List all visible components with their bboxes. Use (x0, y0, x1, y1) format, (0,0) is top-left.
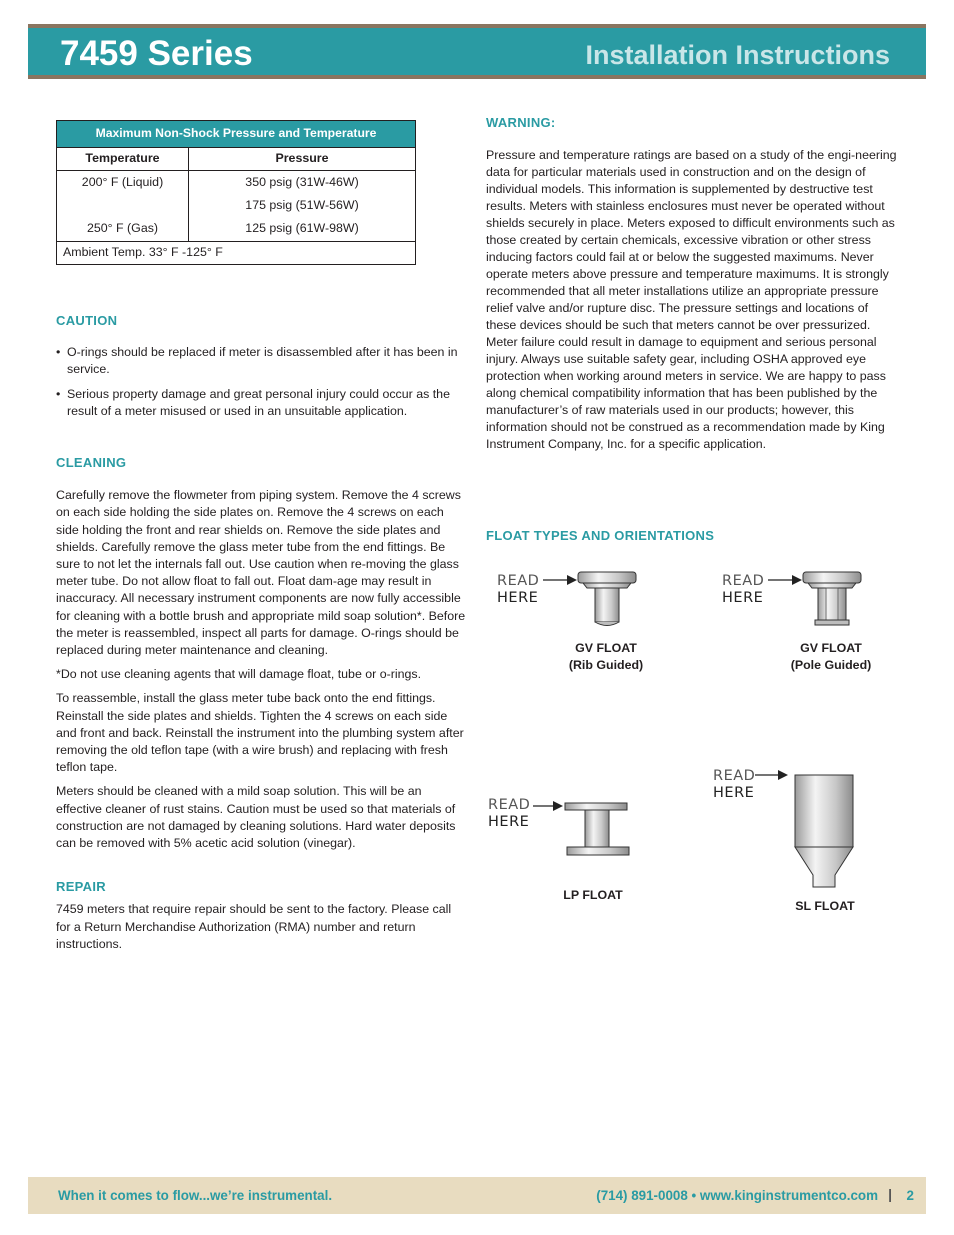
read-here-label: READ HERE (722, 573, 765, 606)
footer-contact[interactable]: (714) 891-0008 • www.kinginstrumentco.com (596, 1188, 878, 1203)
column-header-pressure: Pressure (189, 148, 416, 171)
gv-float-rib-label: GV FLOAT (Rib Guided) (568, 641, 644, 672)
gv-float-pole-guided-icon (760, 565, 870, 645)
pressure-cell: 125 psig (61W-98W) (245, 221, 359, 236)
footer-separator: | (888, 1186, 892, 1202)
list-item: • O-rings should be replaced if meter is disassembled after it has been in service. (56, 344, 468, 378)
lp-float-label: LP FLOAT (563, 888, 623, 902)
left-column (56, 120, 468, 960)
page-header (28, 24, 926, 79)
footer-tagline: When it comes to flow...we’re instrumental. (58, 1188, 333, 1203)
caution-heading: CAUTION (56, 313, 118, 328)
lp-float-icon (525, 795, 640, 865)
pressure-cell: 350 psig (31W-46W) (245, 174, 359, 189)
gv-float-pole-label: GV FLOAT (Pole Guided) (790, 641, 872, 672)
table-row (57, 194, 416, 218)
warning-paragraph: Pressure and temperature ratings are based on a study of the engi-neering data for particular materials used in construction and on the design of individual models. This information is supplemented by destructive test results. Meters with stainless enclosures must never be operated without shields securely in place. Meters exposed to difficult environments such as those created by certain chemicals, excessive vibration or other stress inducing factors could fail at or below the suggested maximums. Never operate meters above pressure and temperature maximums. It is strongly recommended that all meter installations utilize an appropriate pressure relief valve and/or rupture disc. The pressure settings and locations of these devices should be such that meters cannot be over pressurized. Meter failure could result in damage to equipment and serious personal injury. Always use suitable safety gear, including OSHA approved eye protection when working around meters in service. We are happy to pass along chemical compatibility information that has been published by the manufacturer’s of raw materials used in our products; however, this information should not be construed as a recommendation made by King Instrument Company, Inc. for a specific application. (486, 148, 897, 451)
temperature-cell (57, 194, 189, 218)
caution-list (56, 344, 468, 420)
sl-float-icon (750, 765, 870, 895)
cleaning-heading: CLEANING (56, 455, 127, 471)
warning-heading: WARNING: (486, 115, 556, 130)
repair-paragraph: 7459 meters that require repair should be sent to the factory. Please call for a Return Merchandise Authorization (RMA) number and return instructions. (56, 902, 452, 951)
right-column (486, 114, 900, 453)
page-footer (28, 1177, 926, 1214)
temperature-cell: 250° F (Gas) (57, 218, 189, 242)
column-header-temperature: Temperature (57, 148, 189, 171)
pressure-temperature-table (56, 120, 416, 265)
sl-float-label: SL FLOAT (795, 899, 855, 913)
float-types-heading: FLOAT TYPES AND ORIENTATIONS (486, 528, 715, 543)
read-here-label: READ HERE (497, 573, 540, 606)
table-row (57, 218, 416, 242)
cleaning-solution-paragraph: Meters should be cleaned with a mild soap solution. This will be an effective cleaner of rust stains. Caution must be used so that materials of construction are not damaged by cleaning solutions. Hard water deposits can be removed with 5% acetic acid solution (vinegar). (56, 784, 456, 851)
table-row (57, 171, 416, 195)
read-here-label: READ HERE (713, 768, 756, 801)
list-item: • Serious property damage and great personal injury could occur as the result of a meter misused or used in an unsuitable application. (56, 386, 468, 420)
reassembly-paragraph: To reassemble, install the glass meter tube back onto the end fittings. Reinstall the side plates and shields. Tighten the 4 screws on each side and front and back. Reinstall the instrument into the plumbing system after removing the old teflon tape (with a wire brush) and replacing with fresh teflon tape. (56, 691, 464, 775)
pressure-cell: 175 psig (51W-56W) (245, 198, 359, 213)
gv-float-rib-guided-icon (535, 565, 645, 645)
ambient-temperature: Ambient Temp. 33° F -125° F (57, 241, 416, 265)
series-title: 7459 Series (60, 34, 253, 73)
read-here-label: READ HERE (488, 797, 531, 830)
repair-heading: REPAIR (56, 879, 106, 895)
page-number: 2 (906, 1188, 914, 1203)
temperature-cell: 200° F (Liquid) (57, 171, 189, 195)
table-caption: Maximum Non-Shock Pressure and Temperature (57, 121, 416, 148)
cleaning-paragraph: Carefully remove the flowmeter from piping system. Remove the 4 screws on each side holding the side plates on. Remove the 4 screws on each side holding the front and rear shields on. Remove the side plates and shields. Carefully remove the glass meter tube from the end fittings. Be sure to not let the internals fall out. Use caution when re-moving the glass meter tube. Do not allow float to fall out. Float dam-age may result in inaccuracy. All necessary instrument components are now fully accessible for cleaning with a bottle brush and appropriate mild soap solution*. Before the meter is reassembled, inspect all parts for damage. O-rings should be replaced during meter maintenance and cleaning. (56, 488, 466, 658)
document-title: Installation Instructions (585, 40, 890, 70)
cleaning-note: *Do not use cleaning agents that will damage float, tube or o-rings. (56, 667, 422, 682)
